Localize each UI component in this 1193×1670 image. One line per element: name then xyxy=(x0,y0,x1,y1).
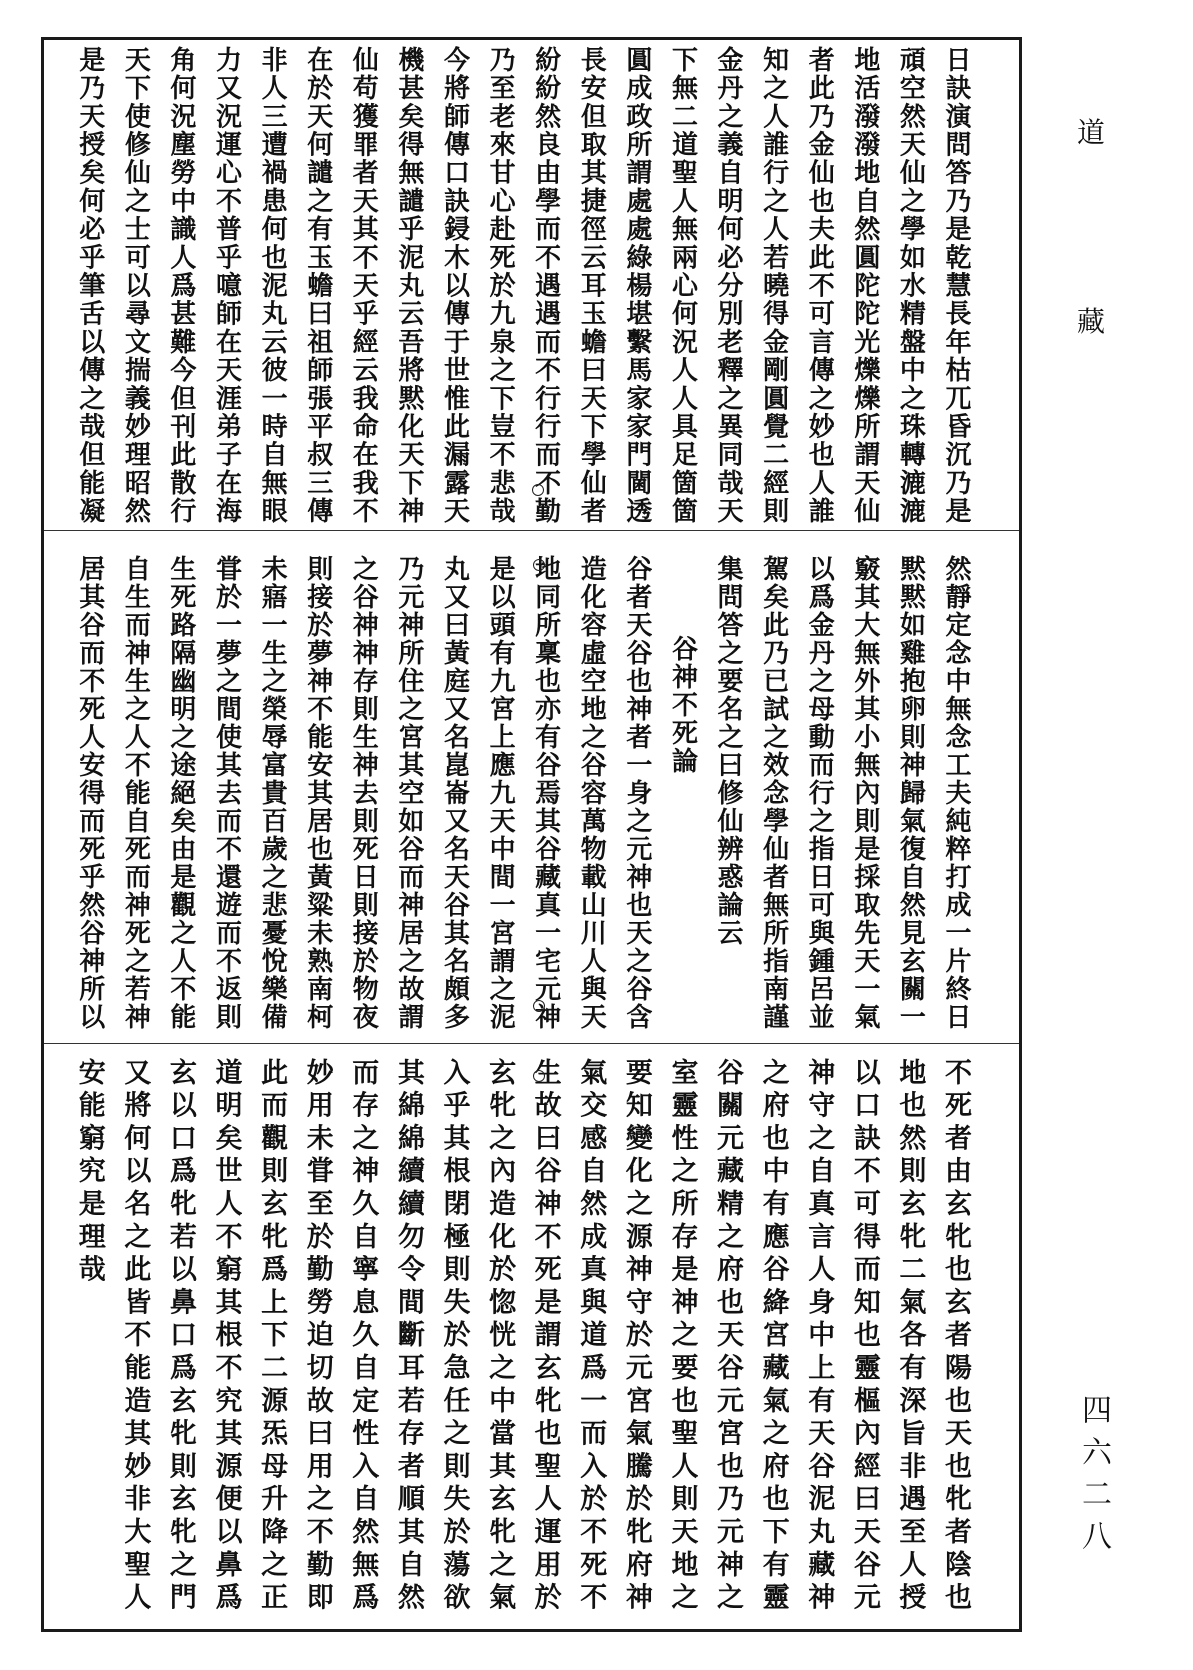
text-column: 日訣演問答乃是乾慧長年枯兀昏沉乃是 xyxy=(941,46,971,526)
text-column: 此而觀則玄牝爲上下二源炁母升降之正 xyxy=(256,1058,288,1616)
text-column: 生故曰谷神不死是謂玄牝也聖人運用於 xyxy=(529,1058,561,1616)
text-column: 角何況塵勞中識人爲甚難今但刊此散行 xyxy=(165,46,196,526)
text-column: 非人三遭禍患何也泥丸云彼一時自無眼 xyxy=(257,46,288,526)
text-column: 居其谷而不死人安得而死乎然谷神所以 xyxy=(74,555,105,1031)
section-heading: 谷神不死論 xyxy=(667,635,698,775)
text-column: 不死者由玄牝也玄者陽也天也牝者陰也 xyxy=(940,1058,971,1616)
running-title-char: 藏 xyxy=(1076,305,1105,338)
text-column: 以口訣不可得而知也靈樞內經曰天谷元 xyxy=(848,1058,880,1616)
text-column: 之谷神神存則生神去則死日則接於物夜 xyxy=(348,555,379,1031)
text-column: 力又況運心不普乎噫師在天涯弟子在海 xyxy=(211,46,242,526)
punctuation-circle-mark xyxy=(533,1070,545,1082)
text-column: 妙用未甞至於勤勞迫切故曰用之不勤即 xyxy=(301,1058,333,1616)
text-column: 下無二道聖人無兩心何況人人具足箇箇 xyxy=(667,46,698,526)
text-column: 其綿綿續續勿令間斷耳若存者順其自然 xyxy=(392,1058,424,1616)
text-column: 是以頭有九宮上應九天中間一宮謂之泥 xyxy=(485,555,516,1031)
text-column: 地同所稟也亦有谷焉其谷藏真一宅元神 xyxy=(530,555,561,1031)
text-column: 又將何以名之此皆不能造其妙非大聖人 xyxy=(119,1058,151,1616)
text-column: 谷關元藏精之府也天谷元宮也乃元神之 xyxy=(712,1058,744,1616)
register-divider xyxy=(44,530,1019,531)
text-column: 造化容虛空地之谷容萬物載山川人與天 xyxy=(576,555,607,1031)
bottom-register xyxy=(66,1058,978,1624)
text-column: 機甚矣得無譴乎泥丸云吾將黙化天下神 xyxy=(393,46,424,526)
text-column: 圓成政所謂處處綠楊堪繫馬家家門閫透 xyxy=(621,46,652,526)
punctuation-circle-mark xyxy=(533,1000,545,1012)
register-divider xyxy=(44,1043,1019,1044)
text-column: 甞於一夢之間使其去而不還遊而不返則 xyxy=(211,555,242,1031)
text-column: 要知變化之源神守於元宮氣騰於牝府神 xyxy=(620,1058,652,1616)
text-column: 知之人誰行之人若曉得金剛圓覺二經則 xyxy=(758,46,789,526)
text-column: 以爲金丹之母動而行之指日可與鍾呂並 xyxy=(804,555,835,1031)
text-column: 入乎其根閉極則失於急任之則失於蕩欲 xyxy=(438,1058,470,1616)
text-column: 竅其大無外其小無內則是採取先天一氣 xyxy=(849,555,880,1031)
middle-register xyxy=(66,555,978,1040)
text-column: 乃至老來甘心赴死於九泉之下豈不悲哉 xyxy=(485,46,516,526)
text-column: 長安但取其捷徑云耳玉蟾曰天下學仙者 xyxy=(576,46,607,526)
text-column: 自生而神生之人不能自死而神死之若神 xyxy=(120,555,151,1031)
text-column: 然靜定念中無念工夫純粹打成一片終日 xyxy=(941,555,971,1031)
text-column: 安能窮究是理哉 xyxy=(73,1058,105,1288)
text-column: 未寤一生之榮辱富貴百歲之悲憂悅樂備 xyxy=(257,555,288,1031)
text-column: 則接於夢神不能安其居也黃粱未熟南柯 xyxy=(302,555,333,1031)
text-column: 紛紛然良由學而不遇遇而不行行而不勤 xyxy=(530,46,561,526)
text-column: 集問答之要名之曰修仙辨惑論云 xyxy=(713,555,744,947)
text-column: 之府也中有應谷絳宮藏氣之府也下有靈 xyxy=(757,1058,789,1616)
text-column: 生死路隔幽明之途絕矣由是觀之人不能 xyxy=(165,555,196,1031)
text-column: 丸又曰黃庭又名崑崙又名天谷其名頗多 xyxy=(439,555,470,1031)
text-column: 天下使修仙之士可以尋文揣義妙理昭然 xyxy=(120,46,151,526)
top-register xyxy=(66,46,978,528)
text-column: 室靈性之所存是神之要也聖人則天地之 xyxy=(666,1058,698,1616)
text-column: 玄牝之內造化於惚恍之中當其玄牝之氣 xyxy=(484,1058,516,1616)
text-column: 氣交感自然成真與道爲一而入於不死不 xyxy=(575,1058,607,1616)
punctuation-circle-mark xyxy=(533,559,545,571)
text-column: 黙黙如雞抱卵則神歸氣復自然見玄關一 xyxy=(895,555,926,1031)
running-title-char: 道 xyxy=(1076,116,1105,149)
text-column: 者此乃金仙也夫此不可言傳之妙也人誰 xyxy=(804,46,835,526)
text-column: 玄以口爲牝若以鼻口爲玄牝則玄牝之門 xyxy=(164,1058,196,1616)
text-column: 神守之自真言人身中上有天谷泥丸藏神 xyxy=(803,1058,835,1616)
text-column: 仙苟獲罪者天其不天乎經云我命在我不 xyxy=(348,46,379,526)
text-column: 谷者天谷也神者一身之元神也天之谷含 xyxy=(621,555,652,1031)
punctuation-circle-mark xyxy=(538,1564,550,1576)
text-column: 今將師傳口訣鋟木以傳于世惟此漏露天 xyxy=(439,46,470,526)
text-column: 而存之神久自寧息久自定性入自然無爲 xyxy=(347,1058,379,1616)
text-column: 地也然則玄牝二氣各有深旨非遇至人授 xyxy=(894,1058,926,1616)
text-column: 地活潑潑地自然圓陀陀光爍爍所謂天仙 xyxy=(849,46,880,526)
text-column: 駕矣此乃已試之效念學仙者無所指南謹 xyxy=(758,555,789,1031)
text-column: 是乃天授矣何必乎筆舌以傳之哉但能凝 xyxy=(74,46,105,526)
text-column: 金丹之義自明何必分別老釋之異同哉天 xyxy=(713,46,744,526)
text-column: 道明矣世人不窮其根不究其源便以鼻爲 xyxy=(210,1058,242,1616)
page-number: 四六二八 xyxy=(1076,1394,1111,1562)
text-column: 乃元神所住之宮其空如谷而神居之故謂 xyxy=(393,555,424,1031)
punctuation-circle-mark xyxy=(532,484,544,496)
text-column: 頑空然天仙之學如水精盤中之珠轉漉漉 xyxy=(895,46,926,526)
text-column: 在於天何譴之有玉蟾曰祖師張平叔三傳 xyxy=(302,46,333,526)
